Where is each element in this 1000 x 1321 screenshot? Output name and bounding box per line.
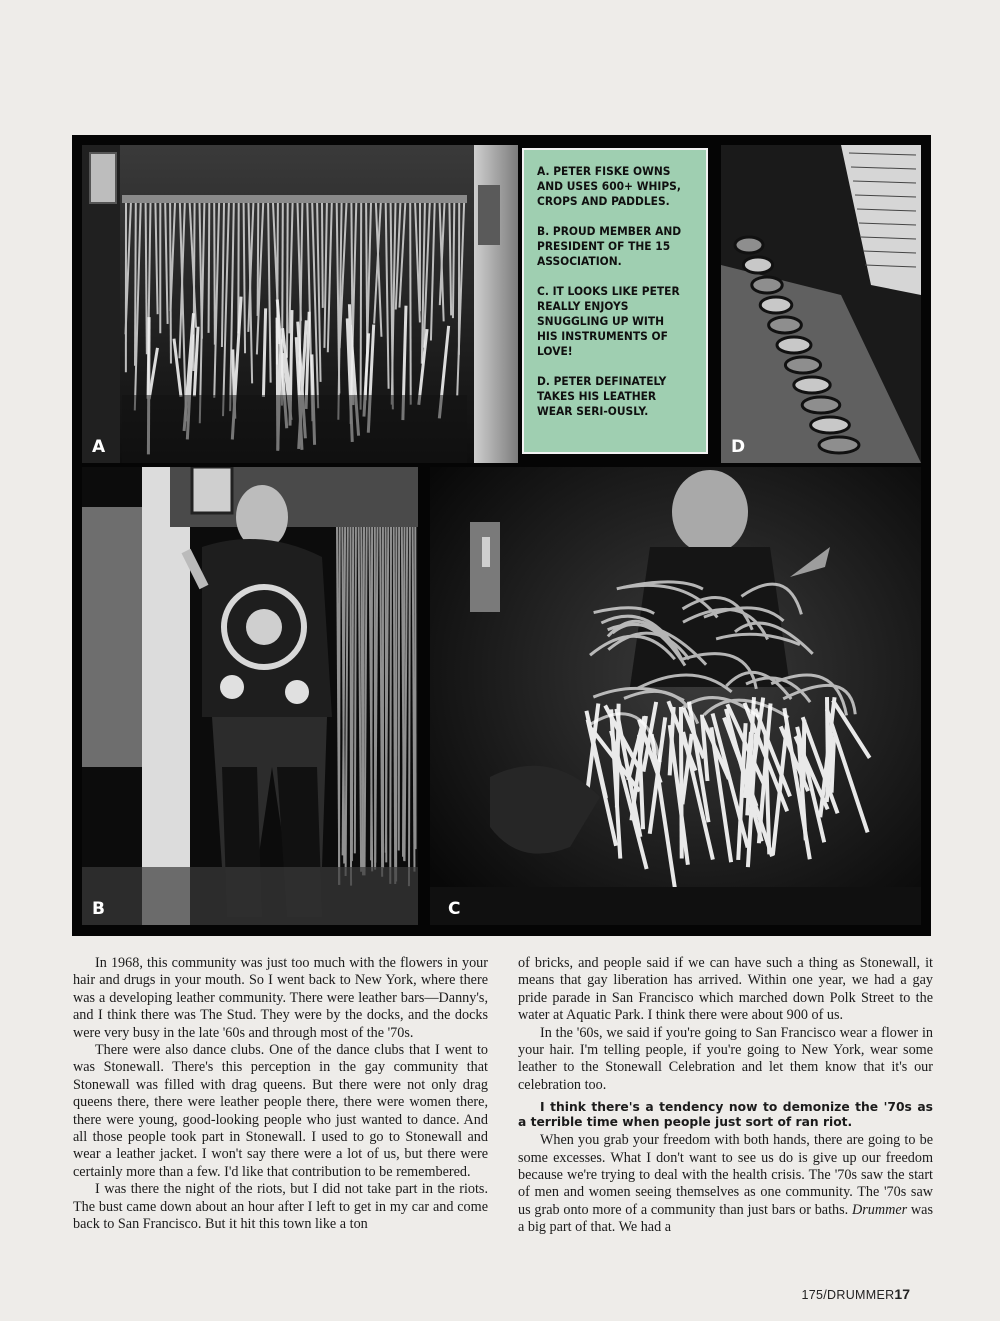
whip-strand bbox=[410, 203, 411, 405]
paragraph-riots: I was there the night of the riots, but I did not take part in the riots. The bust came down about an hour after I left to get in my car and come back to San Francisco. But it hit this town like a ton bbox=[73, 1181, 488, 1233]
whip-strand bbox=[453, 203, 454, 318]
article-column-left bbox=[73, 955, 488, 1233]
whip-strand bbox=[361, 203, 362, 410]
paragraph-1968: In 1968, this community was just too much with the flowers in your hair and drugs in your mouth. So I went back to New York, where there was a developing leather community. There were leather bars—Danny's, and I think there was The Stud. They were by the docks, and the docks were very busy in the late '60s and through most of the '70s. bbox=[73, 955, 488, 1041]
hanging-whip bbox=[409, 527, 410, 886]
photo-b-man-in-leather bbox=[82, 467, 418, 925]
drummer-title: Drummer bbox=[851, 1201, 908, 1218]
article-body bbox=[73, 955, 933, 1236]
boot-top bbox=[735, 237, 763, 253]
whip-strand bbox=[209, 203, 210, 333]
photo-c-man-with-whips bbox=[430, 467, 921, 925]
hanging-whip bbox=[339, 527, 340, 885]
whip-strand bbox=[146, 203, 147, 354]
photo-spread bbox=[72, 135, 931, 936]
page-number: 17 bbox=[894, 1286, 910, 1302]
paragraph-bricks: of bricks, and people said if we can have such a thing as Stonewall, it means that gay liberation has arrived. Within one year, we had a gay pride parade in San Francisco which marched down Polk Street to the water at Aquatic Park. I think there were about 900 of us. bbox=[518, 955, 933, 1024]
hanging-whip bbox=[352, 527, 353, 861]
whip-strand bbox=[193, 203, 194, 371]
hanging-whip bbox=[363, 527, 364, 870]
caption-d: D. PETER DEFINATELY TAKES HIS LEATHER WEAR SERI-OUSLY. bbox=[537, 374, 667, 418]
boot-top bbox=[769, 317, 802, 333]
caption-c: C. IT LOOKS LIKE PETER REALLY ENJOYS SNUGGLING UP WITH HIS INSTRUMENTS OF LOVE! bbox=[537, 284, 680, 358]
photo-c-letter: C bbox=[448, 899, 461, 919]
caption-box bbox=[522, 148, 708, 454]
hanging-whip bbox=[355, 527, 356, 853]
whip-strand bbox=[135, 203, 136, 366]
caption-b: B. PROUD MEMBER AND PRESIDENT OF THE 15 ASSOCIATION. bbox=[537, 224, 682, 268]
boot-top bbox=[802, 397, 840, 413]
article-column-right bbox=[518, 955, 933, 1236]
hanging-whip bbox=[390, 527, 391, 884]
photo-a-letter: A bbox=[92, 437, 106, 457]
whip-tail bbox=[832, 736, 834, 792]
folio-issue: 175/DRUMMER bbox=[801, 1288, 895, 1302]
whip-strand bbox=[322, 203, 323, 308]
paragraph-dance-clubs: There were also dance clubs. One of the dance clubs that I went to was Stonewall. There's this perception in the gay community that Stonewall was filled with drag queens. But there were not only drag queens there, there were leather people there, there were women there, there were young, good-looking people who just wanted to dance. And all those people took part in Stonewall. I used to go to Stonewall and wear a leather jacket. I won't say there were a lot of us, but there were certainly more than a few. I'd like that contribution to be remembered. bbox=[73, 1042, 488, 1180]
photo-b-letter: B bbox=[92, 899, 105, 919]
freedom-text-end: was a big part of that. We had a bbox=[518, 1201, 933, 1236]
pull-quote: I think there's a tendency now to demonize the '70s as a terrible time when people just sort of ran riot. bbox=[518, 1100, 933, 1130]
hanging-whip bbox=[371, 527, 372, 860]
freedom-text-start: When you grab your freedom with both hands, there are going to be some excesses. What I don't want to see us do is give up our freedom because we're trying to deal with the health crisis. The '70s saw the start of men and women seeing themselves as one community. The '70s saw us grab onto more of a community than just bars or baths. bbox=[518, 1132, 933, 1218]
boot-top bbox=[785, 357, 820, 373]
boot-top bbox=[743, 257, 772, 273]
paragraph-60s-flower: In the '60s, we said if you're going to San Francisco wear a flower in your hair. I'm telling people, if you're going to New York, wear some leather to the Stonewall Celebration and let them know that it's our celebration too. bbox=[518, 1024, 933, 1093]
boot-top bbox=[752, 277, 782, 293]
boot-top bbox=[794, 377, 830, 393]
paragraph-freedom bbox=[518, 1132, 933, 1236]
photo-d-boot-row bbox=[721, 145, 921, 463]
photo-a-whip-wall bbox=[82, 145, 518, 463]
boot-top bbox=[777, 337, 811, 353]
boot-top bbox=[760, 297, 792, 313]
whip-strand bbox=[287, 203, 288, 358]
boot-top bbox=[819, 437, 859, 453]
photo-d-letter: D bbox=[731, 437, 746, 457]
whip-strand bbox=[214, 203, 215, 345]
boot-top bbox=[811, 417, 850, 433]
caption-a: A. PETER FISKE OWNS AND USES 600+ WHIPS, CROPS AND PADDLES. bbox=[537, 164, 681, 208]
hanging-whip bbox=[351, 527, 352, 886]
page-folio bbox=[802, 1286, 910, 1302]
